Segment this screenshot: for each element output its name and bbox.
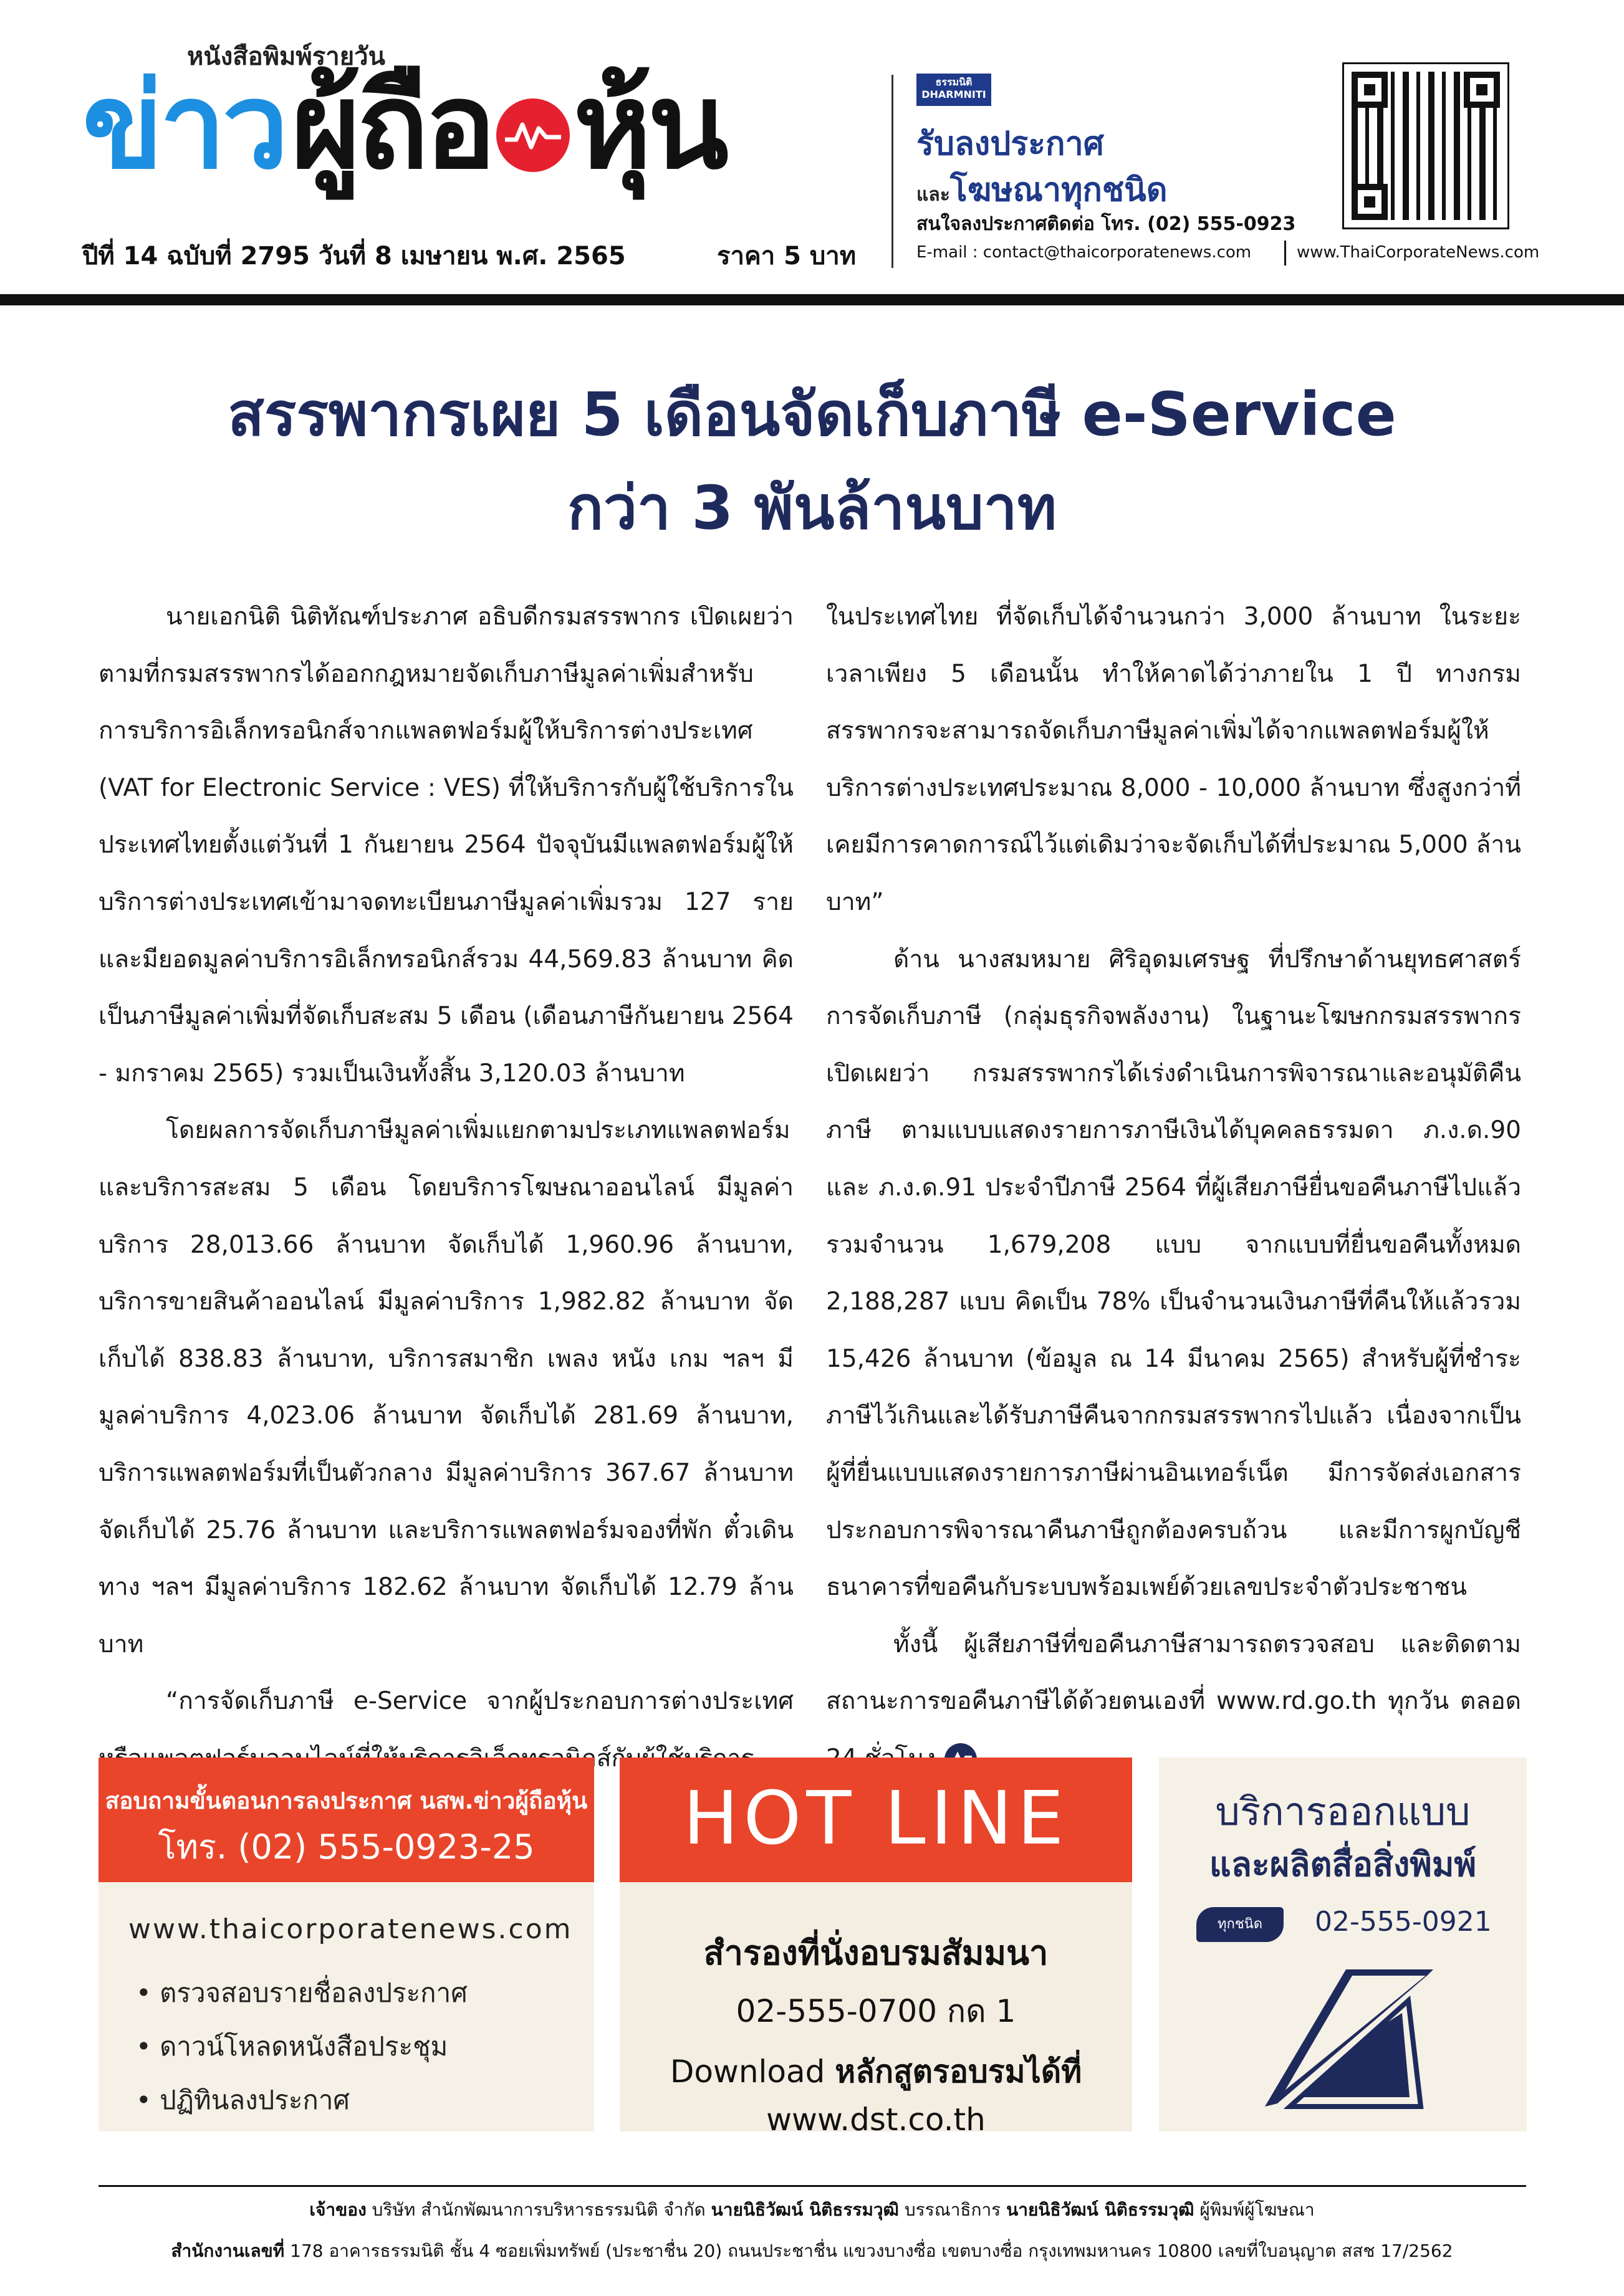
dharmniti-logo: ธรรมนิติ DHARMNITI bbox=[916, 74, 991, 106]
footer-owner-text: บริษัท สำนักพัฒนาการบริหารธรรมนิติ จำกัด bbox=[372, 2199, 706, 2220]
logo-text-part3: หุ้น bbox=[573, 57, 725, 195]
hotline-phone: 02-555-0700 กด 1 bbox=[736, 1993, 1016, 2029]
newspaper-logo bbox=[82, 55, 725, 198]
list-item: • ดาวน์โหลดหนังสือประชุม bbox=[136, 2020, 468, 2074]
masthead-tagline: หนังสือพิมพ์รายวัน bbox=[187, 42, 385, 71]
ad-box-announcements-subtitle: สอบถามขั้นตอนการลงประกาศ นสพ.ข่าวผู้ถือหุ้น bbox=[105, 1787, 588, 1814]
article-paragraph: ด้าน นางสมหมาย ศิริอุดมเศรษฐ ที่ปรึกษาด้านยุทธศาสตร์การจัดเก็บภาษี (กลุ่มธุรกิจพลังงาน) ในฐานะโฆษกกรมสรรพากร เปิดเผยว่า กรมสรรพากรได้เร่งดำเนินการพิจารณาและอนุมัติคืนภาษี ตามแบบแสดงรายการภาษีเงินได้บุคคลธรรมดา ภ.ง.ด.90 และ ภ.ง.ด.91 ประจำปีภาษี 2564 ที่ผู้เสียภาษียื่นขอคืนภาษีไปแล้วรวมจำนวน 1,679,208 แบบ จากแบบที่ยื่นขอคืนทั้งหมด 2,188,287 แบบ คิดเป็น 78% เป็นจำนวนเงินภาษีที่คืนให้แล้วรวม 15,426 ล้านบาท (ข้อมูล ณ 14 มีนาคม 2565) สำหรับผู้ที่ชำระภาษีไว้เกินและได้รับภาษีคืนจากกรมสรรพากรไปแล้ว เนื่องจากเป็นผู้ที่ยื่นแบบแสดงรายการภาษีผ่านอินเทอร์เน็ต มีการจัดส่งเอกสารประกอบการพิจารณาคืนภาษีถูกต้องครบถ้วน และมีการผูกบัญชีธนาคารที่ขอคืนกับระบบพร้อมเพย์ด้วยเลขประจำตัวประชาชน bbox=[826, 945, 1521, 1602]
article-paragraph: นายเอกนิติ นิติทัณฑ์ประภาศ อธิบดีกรมสรรพากร เปิดเผยว่า ตามที่กรมสรรพากรได้ออกกฎหมายจัดเก็บภาษีมูลค่าเพิ่มสำหรับการบริการอิเล็กทรอนิกส์จากแพลตฟอร์มผู้ให้บริการต่างประเทศ (VAT for Electronic Service : VES) ที่ให้บริการกับผู้ใช้บริการในประเทศไทยตั้งแต่วันที่ 1 กันยายน 2564 ปัจจุบันมีแพลตฟอร์มผู้ให้บริการต่างประเทศเข้ามาจดทะเบียนภาษีมูลค่าเพิ่มรวม 127 ราย และมียอดมูลค่าบริการอิเล็กทรอนิกส์รวม 44,569.83 ล้านบาท คิดเป็นภาษีมูลค่าเพิ่มที่จัดเก็บสะสม 5 เดือน (เดือนภาษีกันยายน 2564 - มกราคม 2565) รวมเป็นเงินทั้งสิ้น 3,120.03 ล้านบาท bbox=[98, 603, 794, 1088]
article-column-left bbox=[98, 588, 794, 1787]
contact-separator bbox=[1284, 241, 1286, 265]
footer-publisher-role: ผู้พิมพ์ผู้โฆษณา bbox=[1199, 2199, 1315, 2220]
qr-code[interactable] bbox=[1342, 62, 1509, 229]
footer-office-label: สำนักงานเลขที่ bbox=[171, 2241, 285, 2261]
ad-box-website-link[interactable]: www.thaicorporatenews.com bbox=[128, 1913, 573, 1945]
ad-subheadline-prefix: และ bbox=[916, 184, 950, 206]
hotline-title: HOT LINE bbox=[683, 1775, 1069, 1861]
design-service-phone: 02-555-0921 bbox=[1315, 1906, 1492, 1938]
article-headline bbox=[0, 368, 1624, 555]
hotline-seminar-booking: สำรองที่นั่งอบรมสัมมนา bbox=[703, 1933, 1049, 1973]
issue-line: ปีที่ 14 ฉบับที่ 2795 วันที่ 8 เมษายน พ.ศ. 2565 bbox=[82, 242, 626, 270]
footer-rule bbox=[98, 2185, 1526, 2187]
ad-box-hotline bbox=[620, 1758, 1132, 2138]
headline-line-2: กว่า 3 พันล้านบาท bbox=[567, 473, 1057, 543]
ad-box-service-list bbox=[136, 1966, 468, 2127]
hotline-banner bbox=[620, 1758, 1132, 1882]
footer-office bbox=[0, 2237, 1624, 2265]
qr-finder-top-left bbox=[1352, 72, 1388, 108]
ad-box-announcements-header bbox=[98, 1758, 594, 1882]
footer-owner-label: เจ้าของ bbox=[309, 2199, 367, 2220]
ad-subheadline bbox=[916, 163, 1167, 215]
price: ราคา 5 บาท bbox=[717, 242, 857, 270]
logo-text-part1: ข่าว bbox=[82, 57, 286, 195]
footer-publisher-name: นายนิธิวัฒน์ นิติธรรมวุฒิ bbox=[1006, 2199, 1194, 2220]
list-item: • ตรวจสอบรายชื่อลงประกาศ bbox=[136, 1966, 468, 2020]
print-service-logo-icon bbox=[1246, 1963, 1439, 2121]
ad-website-link[interactable]: www.ThaiCorporateNews.com bbox=[1297, 243, 1540, 262]
ad-headline: รับลงประกาศ bbox=[916, 125, 1104, 163]
masthead-divider bbox=[891, 75, 893, 268]
ad-box-announcements bbox=[98, 1758, 594, 2131]
ad-email-link[interactable]: E-mail : contact@thaicorporatenews.com bbox=[916, 243, 1252, 262]
list-item: • ปฏิทินลงประกาศ bbox=[136, 2074, 468, 2127]
ad-box-announcements-phone: โทร. (02) 555-0923-25 bbox=[158, 1827, 535, 1867]
design-service-subtitle: และผลิตสื่อสิ่งพิมพ์ bbox=[1209, 1845, 1477, 1884]
hotline-download-line bbox=[620, 2047, 1132, 2097]
footer-editor-role: บรรณาธิการ bbox=[904, 2199, 1001, 2220]
hotline-download-text: หลักสูตรอบรมได้ที่ bbox=[835, 2054, 1082, 2090]
logo-text-part2: ผู้ถือ bbox=[291, 57, 492, 195]
hotline-website-link[interactable]: www.dst.co.th bbox=[766, 2102, 986, 2138]
footer-editor-name: นายนิธิวัฒน์ นิติธรรมวุฒิ bbox=[711, 2199, 899, 2220]
masthead bbox=[0, 0, 1624, 293]
design-service-title: บริการออกแบบ bbox=[1215, 1789, 1471, 1834]
hotline-download-prefix: Download bbox=[670, 2054, 835, 2090]
ad-box-design-service bbox=[1159, 1758, 1527, 2131]
article-paragraph-text: ทั้งนี้ ผู้เสียภาษีที่ขอคืนภาษีสามารถตรวจสอบ และติดตามสถานะการขอคืนภาษีได้ด้วยตนเองที่ www.rd.go.th ทุกวัน ตลอด bbox=[826, 1630, 1521, 1716]
qr-finder-bottom-left bbox=[1352, 184, 1388, 220]
headline-line-1: สรรพากรเผย 5 เดือนจัดเก็บภาษี e-Service bbox=[228, 380, 1396, 449]
footer-office-text: 178 อาคารธรรมนิติ ชั้น 4 ซอยเพิ่มทรัพย์ (ประชาชื่น 20) ถนนประชาชื่น แขวงบางซื่อ เขตบางซื่อ กรุงเทพมหานคร 10800 เลขที่ใบอนุญาต สสช 17/2562 bbox=[290, 2241, 1453, 2261]
ad-subheadline-text: โฆษณาทุกชนิด bbox=[949, 171, 1168, 209]
masthead-rule bbox=[0, 294, 1624, 305]
article-column-right bbox=[826, 588, 1521, 1787]
design-service-badge: ทุกชนิด bbox=[1196, 1907, 1284, 1942]
footer-ownership bbox=[0, 2196, 1624, 2224]
article-paragraph: โดยผลการจัดเก็บภาษีมูลค่าเพิ่มแยกตามประเภทแพลตฟอร์มและบริการสะสม 5 เดือน โดยบริการโฆษณาออนไลน์ มีมูลค่าบริการ 28,013.66 ล้านบาท จัดเก็บได้ 1,960.96 ล้านบาท, บริการขายสินค้าออนไลน์ มีมูลค่าบริการ 1,982.82 ล้านบาท จัดเก็บได้ 838.83 ล้านบาท, บริการสมาชิก เพลง หนัง เกม ฯลฯ มีมูลค่าบริการ 4,023.06 ล้านบาท จัดเก็บได้ 281.69 ล้านบาท, บริการแพลตฟอร์มที่เป็นตัวกลาง มีมูลค่าบริการ 367.67 ล้านบาท จัดเก็บได้ 25.76 ล้านบาท และบริการแพลตฟอร์มจองที่พัก ตั๋วเดินทาง ฯลฯ มีมูลค่าบริการ 182.62 ล้านบาท จัดเก็บได้ 12.79 ล้านบาท bbox=[98, 1116, 794, 1658]
article-paragraph: ในประเทศไทย ที่จัดเก็บได้จำนวนกว่า 3,000 ล้านบาท ในระยะเวลาเพียง 5 เดือนนั้น ทำให้คาดได้ว่าภายใน 1 ปี ทางกรมสรรพากรจะสามารถจัดเก็บภาษีมูลค่าเพิ่มได้จากแพลตฟอร์มผู้ให้บริการต่างประเทศประมาณ 8,000 - 10,000 ล้านบาท ซึ่งสูงกว่าที่เคยมีการคาดการณ์ไว้แต่เดิมว่าจะจัดเก็บได้ที่ประมาณ 5,000 ล้านบาท” bbox=[826, 603, 1521, 916]
ad-contact: สนใจลงประกาศติดต่อ โทร. (02) 555-0923 bbox=[916, 213, 1296, 235]
qr-finder-top-right bbox=[1464, 72, 1500, 108]
stock-chart-logo-icon bbox=[496, 98, 570, 172]
article-paragraph: “การจัดเก็บภาษี e-Service จากผู้ประกอบการต่างประเทศ นิกส์กั bbox=[166, 1687, 794, 1772]
